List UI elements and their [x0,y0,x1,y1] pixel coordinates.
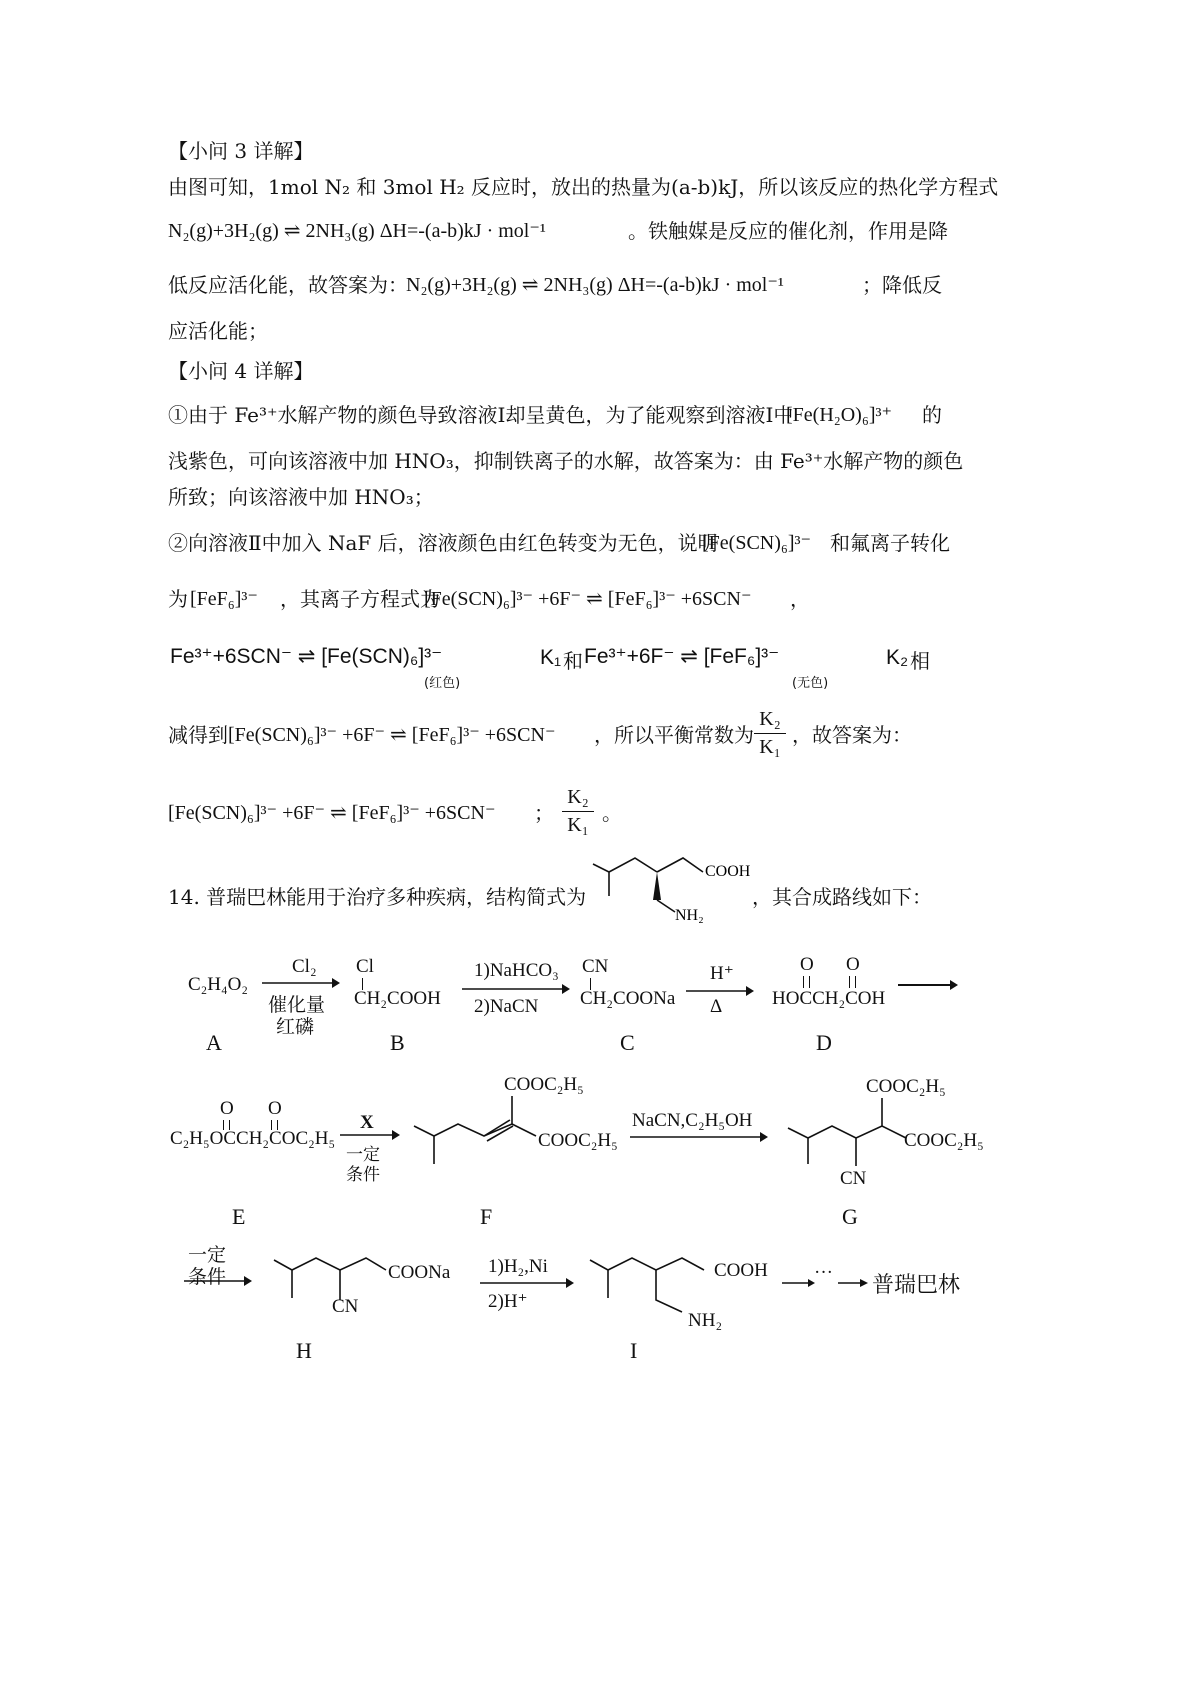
section4-p2-line2-tail: ， [790,587,810,611]
reagent2-bottom: 2)NaCN [474,996,539,1017]
compound-c-cn: CN [582,956,609,977]
q14-intro: 14. 普瑞巴林能用于治疗多种疾病，结构简式为 [168,885,587,909]
section4-p2-line1-tail: 和氟离子转化 [830,531,950,555]
reagent6-top: 一定 [188,1245,227,1266]
q14-intro-tail: ，其合成路线如下： [752,885,932,909]
section4-p2-line2-head: 为 [168,587,188,611]
compound-f-right-ester: COOC₂H₅ [538,1130,618,1151]
section3-line2-tail: 。铁触媒是反应的催化剂，作用是降 [628,219,948,243]
compound-a: C₂H₄O₂ [188,974,248,995]
xiang-word: 相 [910,649,930,673]
reagent1-bottom1: 催化量 [268,995,326,1016]
k1-label: K₁ [540,646,562,669]
reagent7-top: 1)H₂,Ni [488,1256,548,1277]
reagent7-bottom: 2)H⁺ [488,1291,528,1312]
compound-d-double-bond-1 [803,976,810,988]
equilibrium-equation-a: Fe³⁺+6SCN⁻ ⇌ [Fe(SCN)₆]³⁻ [170,645,443,668]
section4-answer-equation: [Fe(SCN)₆]³⁻ +6F⁻ ⇌ [FeF₆]³⁻ +6SCN⁻ [168,802,496,824]
section3-line3-head: 低反应活化能，故答案为： [168,273,408,297]
reagent2-top: 1)NaHCO₃ [474,960,559,981]
section3-equation1: N₂(g)+3H₂(g) ⇌ 2NH₃(g) ΔH=-(a-b)kJ · mol⁻¹ [168,220,546,242]
label-d: D [816,1030,832,1055]
answer-fraction-numerator: K₂ [567,786,589,808]
section4-p3-equation: [Fe(SCN)₆]³⁻ +6F⁻ ⇌ [FeF₆]³⁻ +6SCN⁻ [228,724,556,746]
label-a: A [206,1030,222,1055]
reagent4-bottom1: 一定 [346,1145,380,1164]
label-f: F [480,1204,493,1229]
final-dots: ··· [814,1262,833,1283]
label-g: G [842,1204,858,1229]
section4-p1-line2: 浅紫色，可向该溶液中加 HNO₃，抑制铁离子的水解，故答案为：由 Fe³⁺水解产物的颜色 [168,449,964,473]
structure-nh2: NH₂ [675,907,704,924]
section4-p2-complex: [Fe(SCN)₆]³⁻ [702,532,812,554]
reagent1-top: Cl₂ [292,956,317,977]
equilibrium-constant-fraction [754,708,786,759]
compound-d-o1: O [800,954,814,975]
fraction-numerator: K₂ [759,708,781,730]
pregabalin-structure [585,842,755,930]
section3-line4: 应活化能； [168,319,268,343]
section4-p1-line1-tail: 的 [922,403,942,427]
and-word: 和 [563,649,583,673]
compound-g-right-ester: COOC₂H₅ [904,1130,984,1151]
label-e: E [232,1204,246,1229]
compound-d-o2: O [846,954,860,975]
label-b: B [390,1030,405,1055]
section4-p3-tail: ，故答案为： [792,723,912,747]
reagent6-bottom: 条件 [188,1267,227,1288]
fraction-denominator: K₁ [759,736,781,758]
section4-answer-end: 。 [602,801,622,825]
section4-p2-line2-mid: ，其离子方程式为 [280,587,440,611]
compound-e-o2: O [268,1098,282,1119]
compound-c: CH₂COONa [580,988,676,1009]
fraction-bar [754,733,786,734]
answer-fraction [562,786,594,837]
compound-h-coona: COONa [388,1262,451,1283]
compound-i-cooh: COOH [714,1260,768,1281]
reagent1-bottom2: 红磷 [276,1017,315,1038]
reagent3-top: H⁺ [710,963,734,984]
section4-p2-line1: ②向溶液Ⅱ中加入 NaF 后，溶液颜色由红色转变为无色，说明 [168,531,718,555]
label-h: H [296,1338,312,1363]
compound-b-cl: Cl [356,956,374,977]
compound-e-o1: O [220,1098,234,1119]
compound-g-cn: CN [840,1168,867,1189]
equilibrium-equation-b: Fe³⁺+6F⁻ ⇌ [FeF₆]³⁻ [584,645,780,668]
reagent4-top: X [360,1112,374,1133]
section4-p3-mid: ，所以平衡常数为 [594,723,754,747]
compound-f-top-ester: COOC₂H₅ [504,1074,584,1095]
label-i: I [630,1338,638,1363]
compound-g-top-ester: COOC₂H₅ [866,1076,946,1097]
compound-h-cn: CN [332,1296,359,1317]
reaction-arrow-6 [182,1274,252,1288]
reagent3-bottom: Δ [710,996,723,1017]
answer-fraction-denominator: K₁ [567,814,589,836]
reaction-arrow-5 [628,1130,768,1144]
reaction-arrow-7 [478,1276,574,1290]
structure-cooh: COOH [705,863,751,880]
section4-p3-head: 减得到 [168,723,228,747]
reagent4-bottom2: 条件 [346,1165,380,1184]
section4-p1-line1: ①由于 Fe³⁺水解产物的颜色导致溶液Ⅰ却呈黄色，为了能观察到溶液Ⅰ中 [168,403,794,427]
label-c: C [620,1030,635,1055]
section4-p2-line2-complex: [FeF₆]³⁻ [190,588,258,610]
k2-label: K₂ [886,646,909,669]
section4-p2-line2-equation: [Fe(SCN)₆]³⁻ +6F⁻ ⇌ [FeF₆]³⁻ +6SCN⁻ [424,588,752,610]
section4-p1-complex: [Fe(H₂O)₆]³⁺ [786,404,893,426]
section4-p1-line3: 所致；向该溶液中加 HNO₃； [168,485,434,509]
section3-header: 【小问 3 详解】 [168,139,314,163]
equilibrium-b-color-note: (无色) [792,676,829,691]
section4-header: 【小问 4 详解】 [168,359,314,383]
compound-b: CH₂COOH [354,988,441,1009]
reaction-arrow-1 [260,976,340,990]
final-product: 普瑞巴林 [872,1272,961,1297]
section3-line3-tail: ；降低反 [862,273,942,297]
continue-arrow [896,978,960,992]
reaction-arrow-2 [460,982,570,996]
answer-fraction-bar [562,811,594,812]
section4-answer-separator: ； [534,801,554,825]
compound-d-double-bond-2 [849,976,856,988]
compound-e: C₂H₅OCCH₂COC₂H₅ [170,1128,336,1149]
equilibrium-a-color-note: (红色) [424,676,461,691]
compound-d: HOCCH₂COH [772,988,886,1009]
section3-equation2: N₂(g)+3H₂(g) ⇌ 2NH₃(g) ΔH=-(a-b)kJ · mol⁻¹ [406,274,784,296]
section3-line1: 由图可知，1mol N₂ 和 3mol H₂ 反应时，放出的热量为(a-b)kJ，所以该反应的热化学方程式 [168,175,999,199]
reagent5-top: NaCN,C₂H₅OH [632,1110,753,1131]
compound-i-nh2: NH₂ [688,1310,723,1331]
